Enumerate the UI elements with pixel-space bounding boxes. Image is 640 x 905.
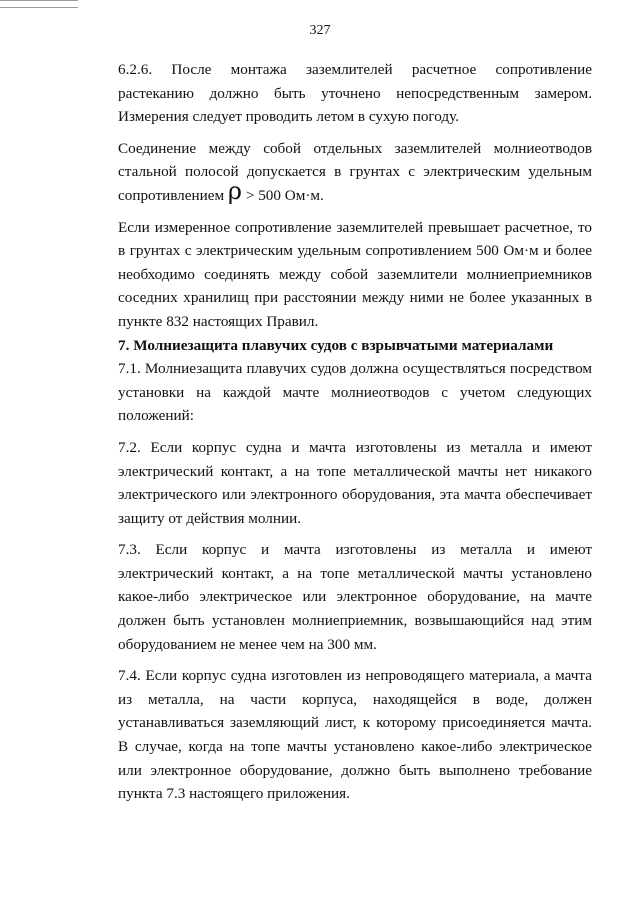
paragraph-7-2: 7.2. Если корпус судна и мачта изготовлены из металла и имеют электрический контакт, а на топе металлической мачты нет никакого электрического или электронного оборудования, эта мачта обеспечивает защиту от действия молнии.	[118, 438, 592, 527]
rho-symbol: ρ	[227, 176, 243, 205]
paragraph-6-2-6: 6.2.6. После монтажа заземлителей расчетное сопротивление растеканию должно быть уточнено непосредственным замером. Измерения следует проводить летом в сухую погоду.	[118, 61, 592, 126]
paragraph-grounding-connection	[118, 137, 592, 208]
paragraph-measured-resistance: Если измеренное сопротивление заземлителей превышает расчетное, то в грунтах с электрическим удельным сопротивлением 500 Ом·м и более необходимо соединять между собой заземлители молниеприемников соседних хранилищ при расстоянии между ними не более указанных в пункте 832 настоящих Правил.	[118, 218, 592, 330]
paragraph-grounding-connection-text: Соединение между собой отдельных заземлителей молниеотводов стальной полосой допускается в грунтах с электрическим удельным сопротивлением	[118, 139, 592, 204]
document-body	[118, 58, 592, 806]
paragraph-7-1: 7.1. Молниезащита плавучих судов должна осуществляться посредством установки на каждой мачте молниеотводов с учетом следующих положений:	[118, 360, 592, 425]
section-heading-7: 7. Молниезащита плавучих судов с взрывчатыми материалами	[118, 336, 554, 354]
page-number: 327	[309, 23, 331, 38]
paragraph-7-3: 7.3. Если корпус и мачта изготовлены из металла и имеют электрический контакт, а на топе металлической мачты установлено какое-либо электрическое или электронное оборудование, на мачте должен быть установлен молниеприемник, возвышающийся над этим оборудованием не менее чем на 300 мм.	[118, 541, 592, 653]
resistance-value: > 500 Ом·м.	[245, 186, 324, 204]
paragraph-7-4: 7.4. Если корпус судна изготовлен из непроводящего материала, а мачта из металла, на части корпуса, находящейся в воде, должен устанавливаться заземляющий лист, к которому присоединяется мачта. В случае, когда на топе мачты установлено какое-либо электрическое или электронное оборудование, должно быть выполнено требование пункта 7.3 настоящего приложения.	[118, 667, 592, 803]
scan-corner-mark	[0, 0, 78, 8]
